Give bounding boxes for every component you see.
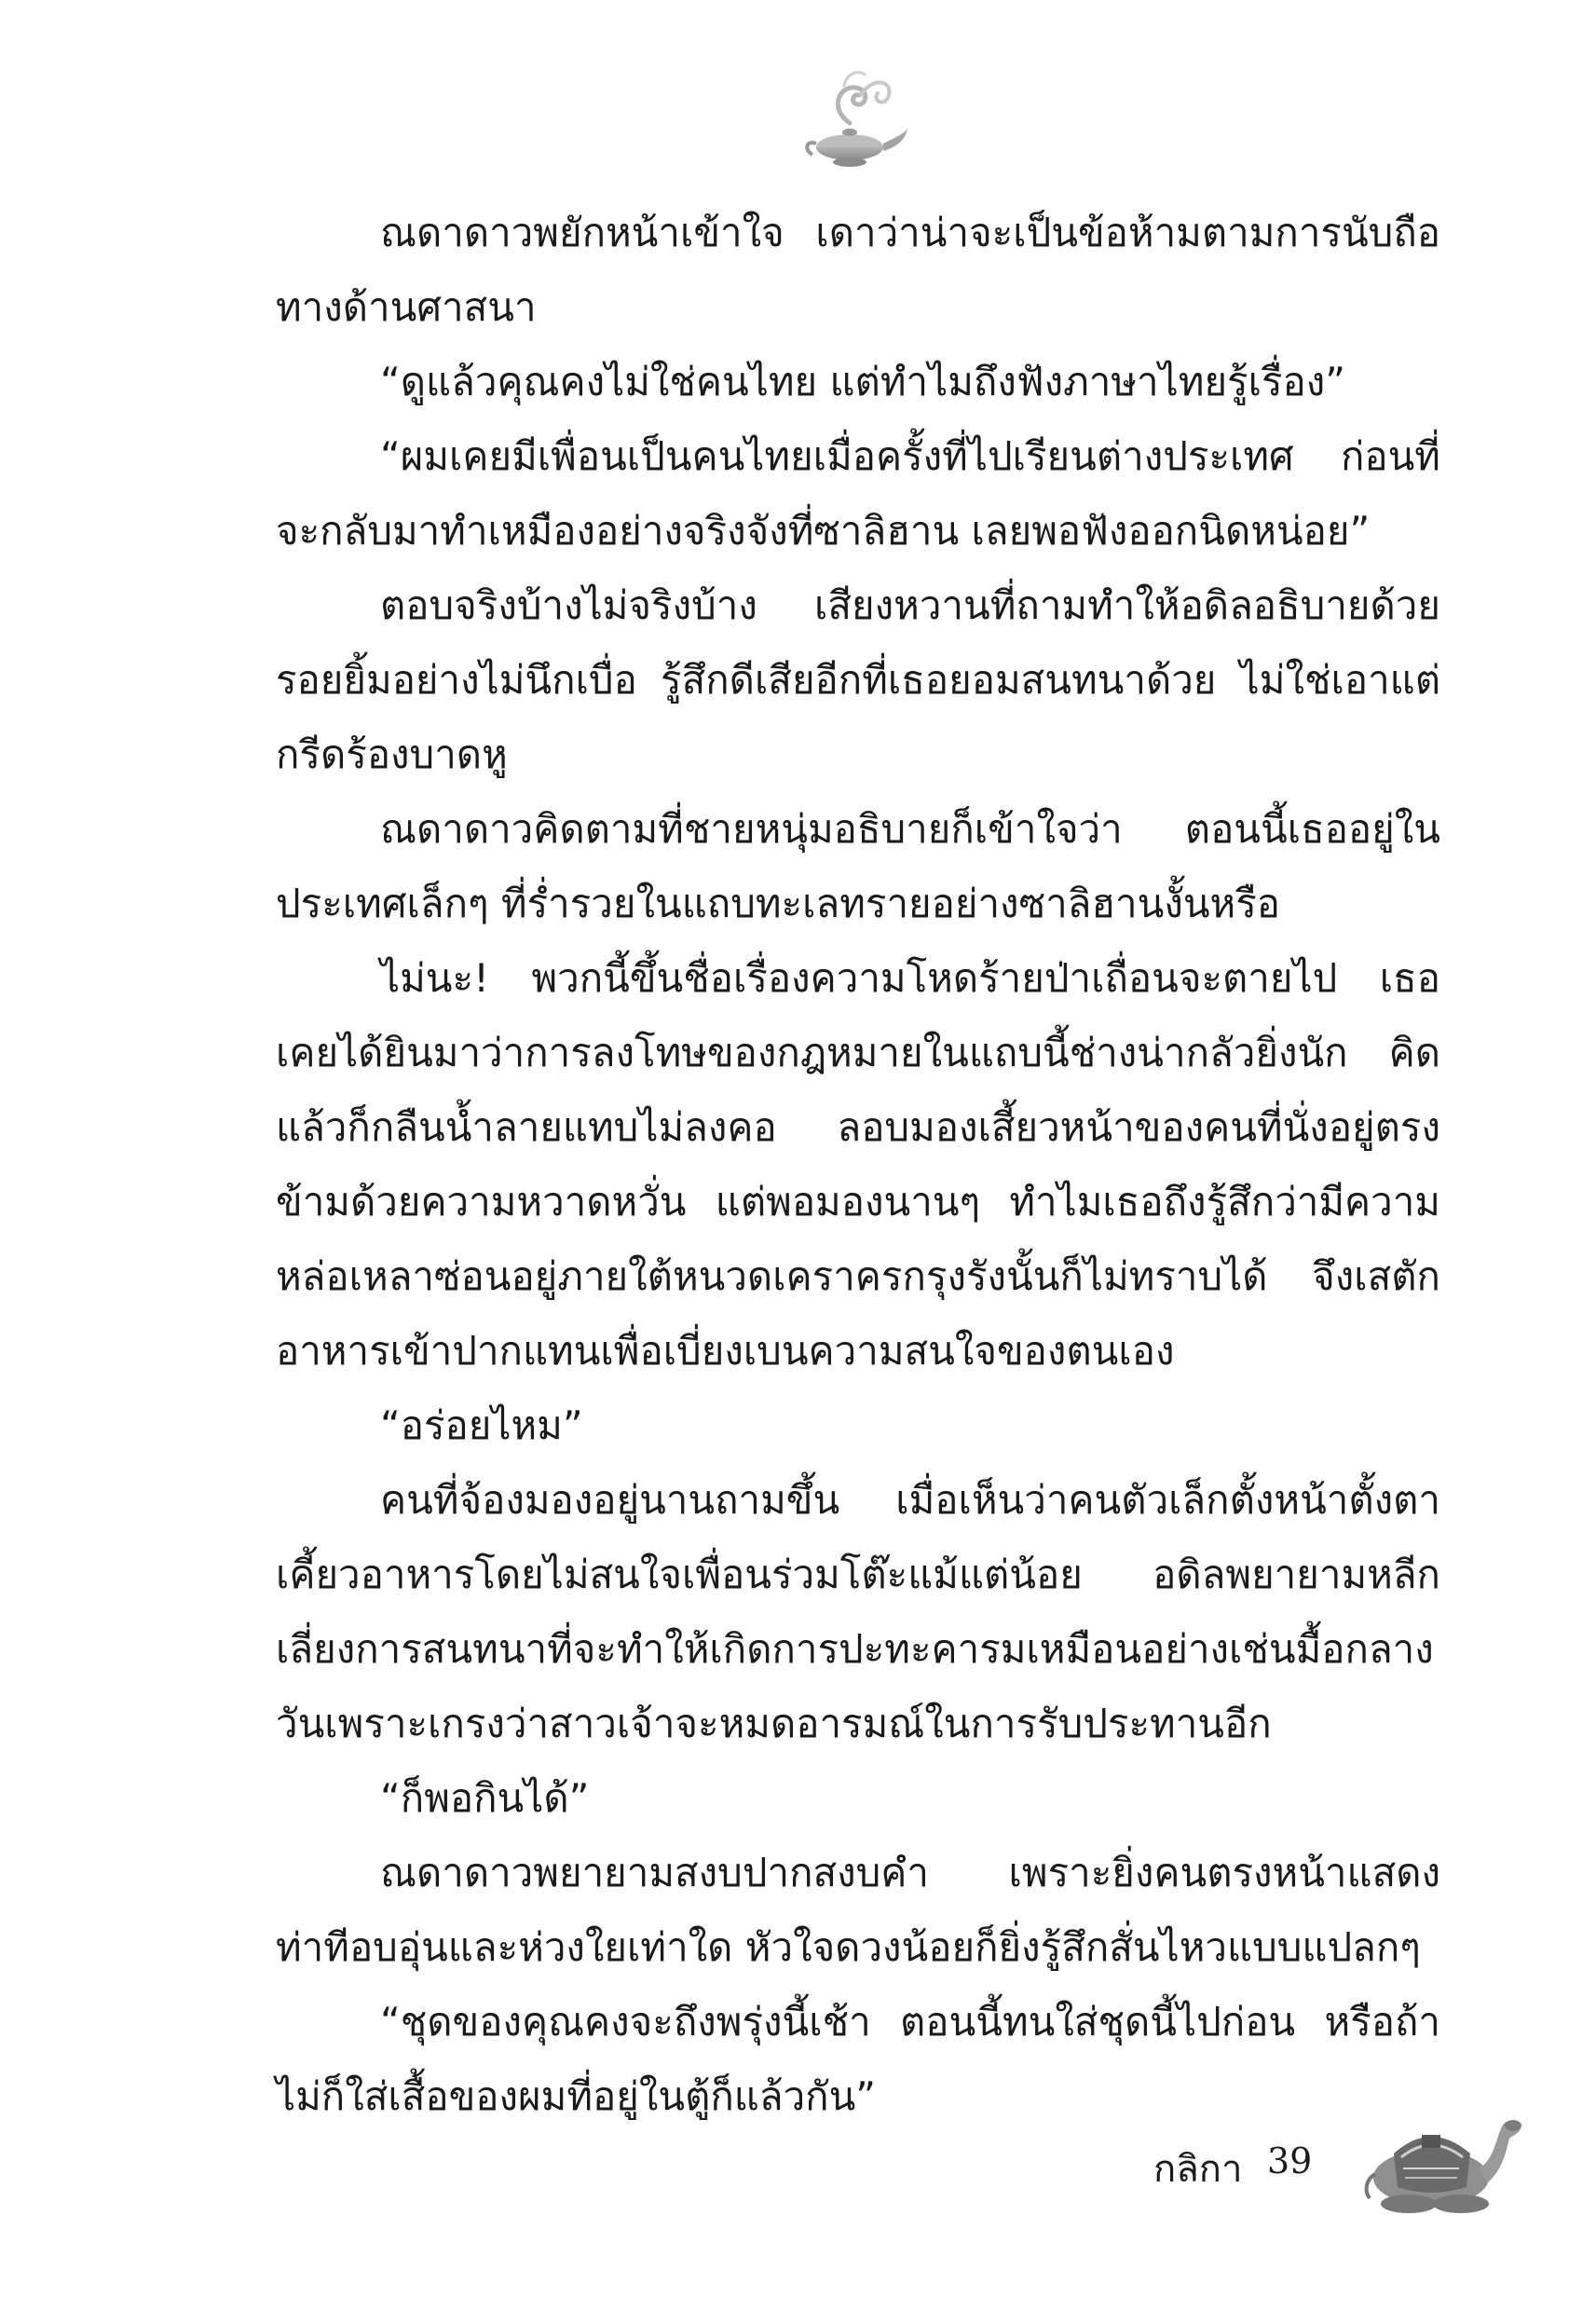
body-text xyxy=(276,196,1440,2134)
paragraph-3: “ผมเคยมีเพื่อนเป็นคนไทยเมื่อครั้งที่ไปเรียนต่างประเทศ ก่อนที่จะกลับมาทำเหมืองอย่างจริงจังที่ซาลิฮาน เลยพอฟังออกนิดหน่อย” xyxy=(276,433,1440,554)
paragraph-6: ไม่นะ! พวกนี้ขึ้นชื่อเรื่องความโหดร้ายป่าเถื่อนจะตายไป เธอเคยได้ยินมาว่าการลงโทษของกฎหมายในแถบนี้ช่างน่ากลัวยิ่งนัก คิดแล้วก็กลืนน้ำลายแทบไม่ลงคอ ลอบมองเสี้ยวหน้าของคนที่นั่งอยู่ตรงข้ามด้วยความหวาดหวั่น แต่พอมองนานๆ ทำไมเธอถึงรู้สึกว่ามีความหล่อเหลาซ่อนอยู่ภายใต้หนวดเคราครกรุงรังนั้นก็ไม่ทราบได้ จึงเสตักอาหารเข้าปากแทนเพื่อเบี่ยงเบนความสนใจของตนเอง xyxy=(276,955,1440,1374)
paragraph-11: “ชุดของคุณคงจะถึงพรุ่งนี้เช้า ตอนนี้ทนใส่ชุดนี้ไปก่อน หรือถ้าไม่ก็ใส่เสื้อของผมที่อยู่ในตู้ก็แล้วกัน” xyxy=(276,1999,1440,2119)
paragraph-4: ตอบจริงบ้างไม่จริงบ้าง เสียงหวานที่ถามทำให้อดิลอธิบายด้วยรอยยิ้มอย่างไม่นึกเบื่อ รู้สึกดีเสียอีกที่เธอยอมสนทนาด้วย ไม่ใช่เอาแต่กรีดร้องบาดหู xyxy=(276,582,1440,777)
paragraph-10: ณดาดาวพยายามสงบปากสงบคำ เพราะยิ่งคนตรงหน้าแสดงท่าทีอบอุ่นและห่วงใยเท่าใด หัวใจดวงน้อยก็ยิ่งรู้สึกสั่นไหวแบบแปลกๆ xyxy=(276,1850,1440,1970)
paragraph-2: “ดูแล้วคุณคงไม่ใช่คนไทย แต่ทำไมถึงฟังภาษาไทยรู้เรื่อง” xyxy=(380,359,1346,404)
paragraph-5: ณดาดาวคิดตามที่ชายหนุ่มอธิบายก็เข้าใจว่า ตอนนี้เธออยู่ในประเทศเล็กๆ ที่ร่ำรวยในแถบทะเลทรายอย่างซาลิฮานงั้นหรือ xyxy=(276,806,1440,926)
genie-lamp-icon xyxy=(792,58,913,179)
paragraph-9: “ก็พอกินได้” xyxy=(380,1775,590,1821)
paragraph-8: คนที่จ้องมองอยู่นานถามขึ้น เมื่อเห็นว่าคนตัวเล็กตั้งหน้าตั้งตาเคี้ยวอาหารโดยไม่สนใจเพื่อนร่วมโต๊ะแม้แต่น้อย อดิลพยายามหลีกเลี่ยงการสนทนาที่จะทำให้เกิดการปะทะคารมเหมือนอย่างเช่นมื้อกลางวันเพราะเกรงว่าสาวเจ้าจะหมดอารมณ์ในการรับประทานอีก xyxy=(276,1477,1440,1746)
paragraph-7: “อร่อยไหม” xyxy=(380,1402,583,1448)
page-number: 39 xyxy=(1267,2140,1313,2181)
page-footer xyxy=(1137,2101,1528,2232)
paragraph-1: ณดาดาวพยักหน้าเข้าใจ เดาว่าน่าจะเป็นข้อห้ามตามการนับถือทางด้านศาสนา xyxy=(276,210,1440,330)
camel-icon xyxy=(1357,2101,1524,2222)
author-name: กลิกา xyxy=(1153,2148,1243,2191)
